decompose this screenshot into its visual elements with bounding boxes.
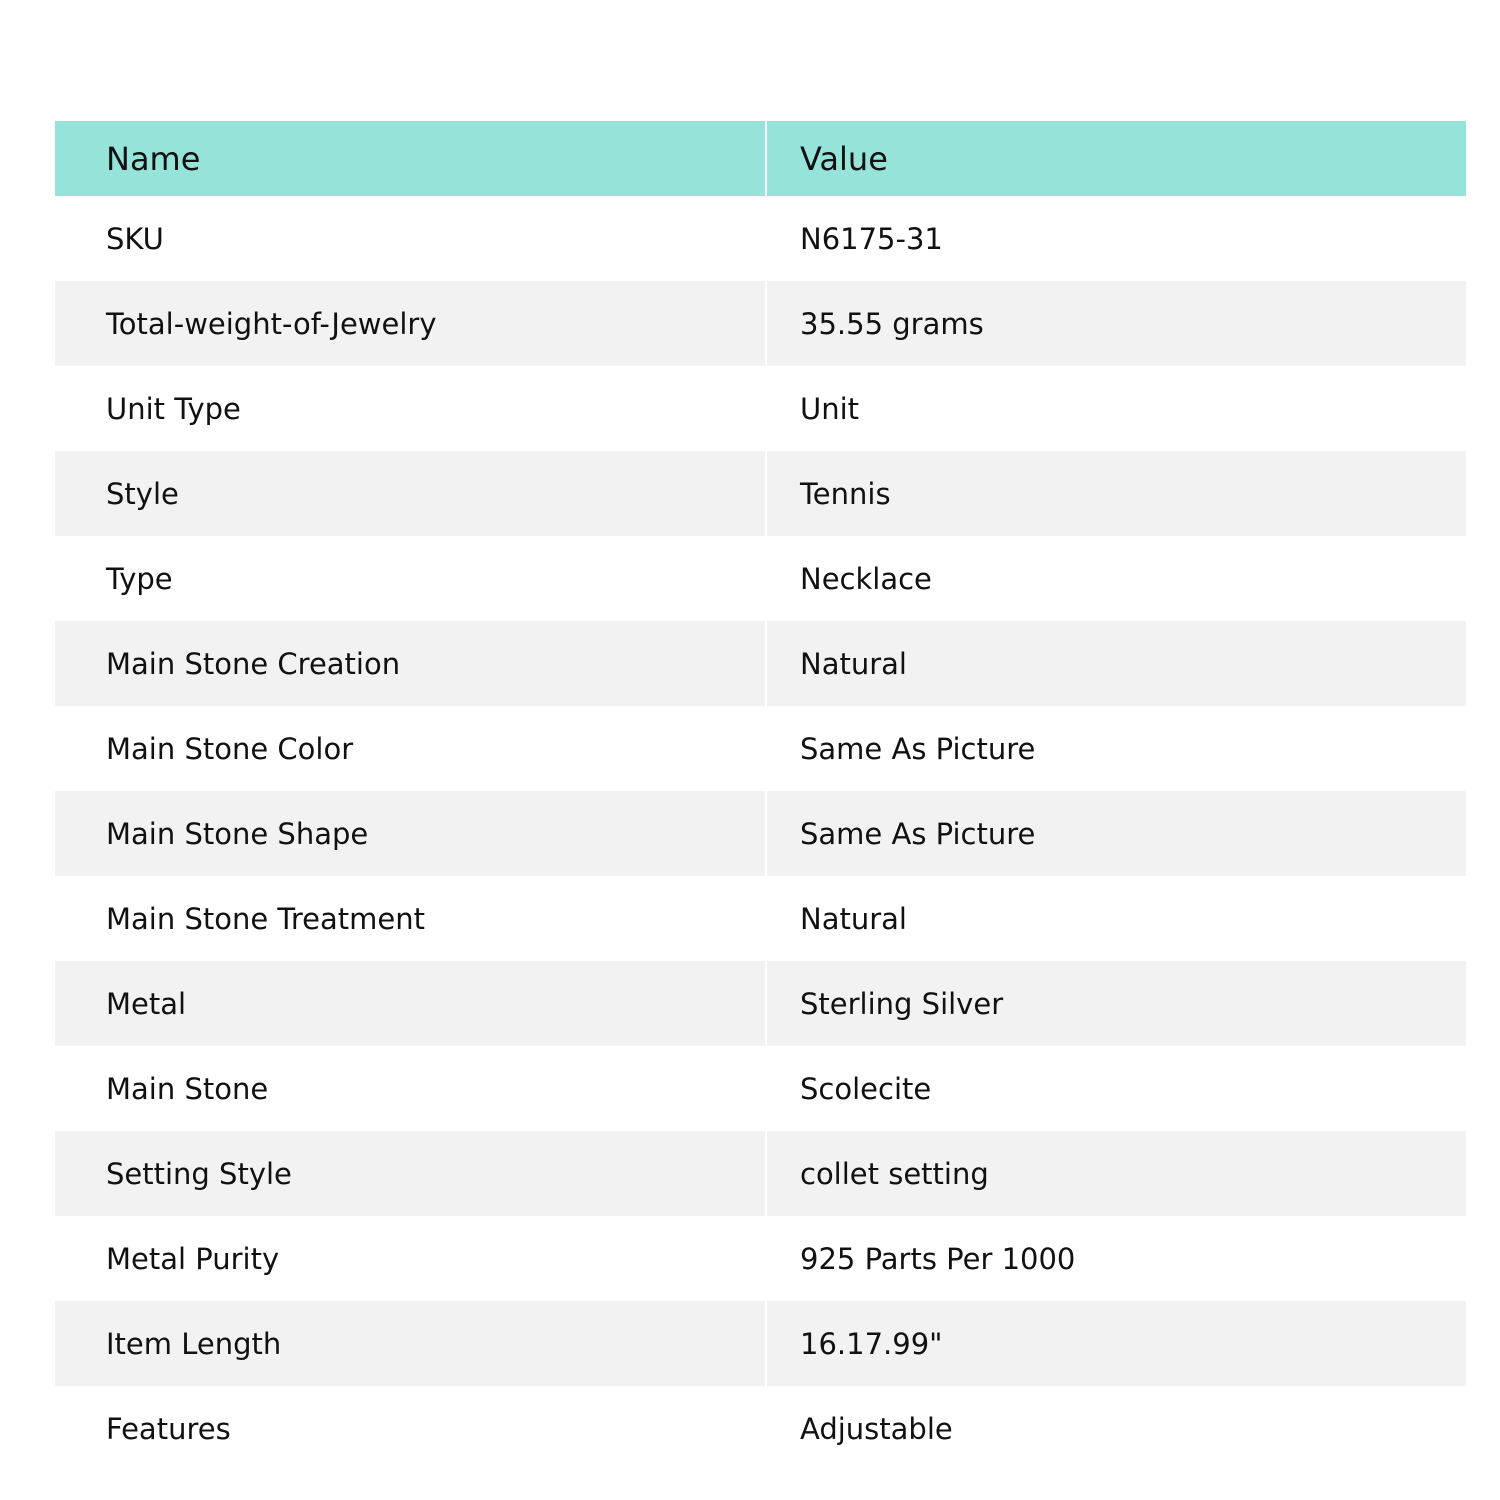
row-value-cell: Unit <box>766 366 1466 451</box>
row-name-cell: Metal Purity <box>55 1216 766 1301</box>
table-row <box>55 451 1466 536</box>
spec-table <box>55 121 1466 1471</box>
row-value-cell: Sterling Silver <box>766 961 1466 1046</box>
row-name-cell: Main Stone Shape <box>55 791 766 876</box>
header-row <box>55 121 1466 196</box>
table-row <box>55 706 1466 791</box>
table-row <box>55 621 1466 706</box>
row-value-cell: Necklace <box>766 536 1466 621</box>
row-value-cell: 16.17.99" <box>766 1301 1466 1386</box>
row-name-cell: Main Stone <box>55 1046 766 1131</box>
row-name-cell: Unit Type <box>55 366 766 451</box>
row-name-cell: Style <box>55 451 766 536</box>
row-name-cell: Total-weight-of-Jewelry <box>55 281 766 366</box>
table-header <box>55 121 1466 196</box>
row-value-cell: collet setting <box>766 1131 1466 1216</box>
row-name-cell: Main Stone Color <box>55 706 766 791</box>
row-value-cell: Same As Picture <box>766 791 1466 876</box>
row-name-cell: Features <box>55 1386 766 1471</box>
column-header-name: Name <box>55 121 766 196</box>
row-name-cell: Metal <box>55 961 766 1046</box>
table-row <box>55 791 1466 876</box>
row-value-cell: Tennis <box>766 451 1466 536</box>
row-name-cell: SKU <box>55 196 766 281</box>
column-header-value: Value <box>766 121 1466 196</box>
row-value-cell: Natural <box>766 621 1466 706</box>
table-row <box>55 1046 1466 1131</box>
table-row <box>55 876 1466 961</box>
table-row <box>55 366 1466 451</box>
row-value-cell: Same As Picture <box>766 706 1466 791</box>
row-value-cell: Scolecite <box>766 1046 1466 1131</box>
table-row <box>55 196 1466 281</box>
row-value-cell: 35.55 grams <box>766 281 1466 366</box>
row-name-cell: Main Stone Treatment <box>55 876 766 961</box>
row-value-cell: Adjustable <box>766 1386 1466 1471</box>
table-row <box>55 536 1466 621</box>
table-row <box>55 961 1466 1046</box>
table-row <box>55 1301 1466 1386</box>
row-name-cell: Setting Style <box>55 1131 766 1216</box>
table-row <box>55 1216 1466 1301</box>
table-row <box>55 1386 1466 1471</box>
table-row <box>55 281 1466 366</box>
row-value-cell: Natural <box>766 876 1466 961</box>
table-row <box>55 1131 1466 1216</box>
row-value-cell: N6175-31 <box>766 196 1466 281</box>
row-name-cell: Main Stone Creation <box>55 621 766 706</box>
table-body <box>55 196 1466 1471</box>
row-name-cell: Item Length <box>55 1301 766 1386</box>
row-name-cell: Type <box>55 536 766 621</box>
row-value-cell: 925 Parts Per 1000 <box>766 1216 1466 1301</box>
